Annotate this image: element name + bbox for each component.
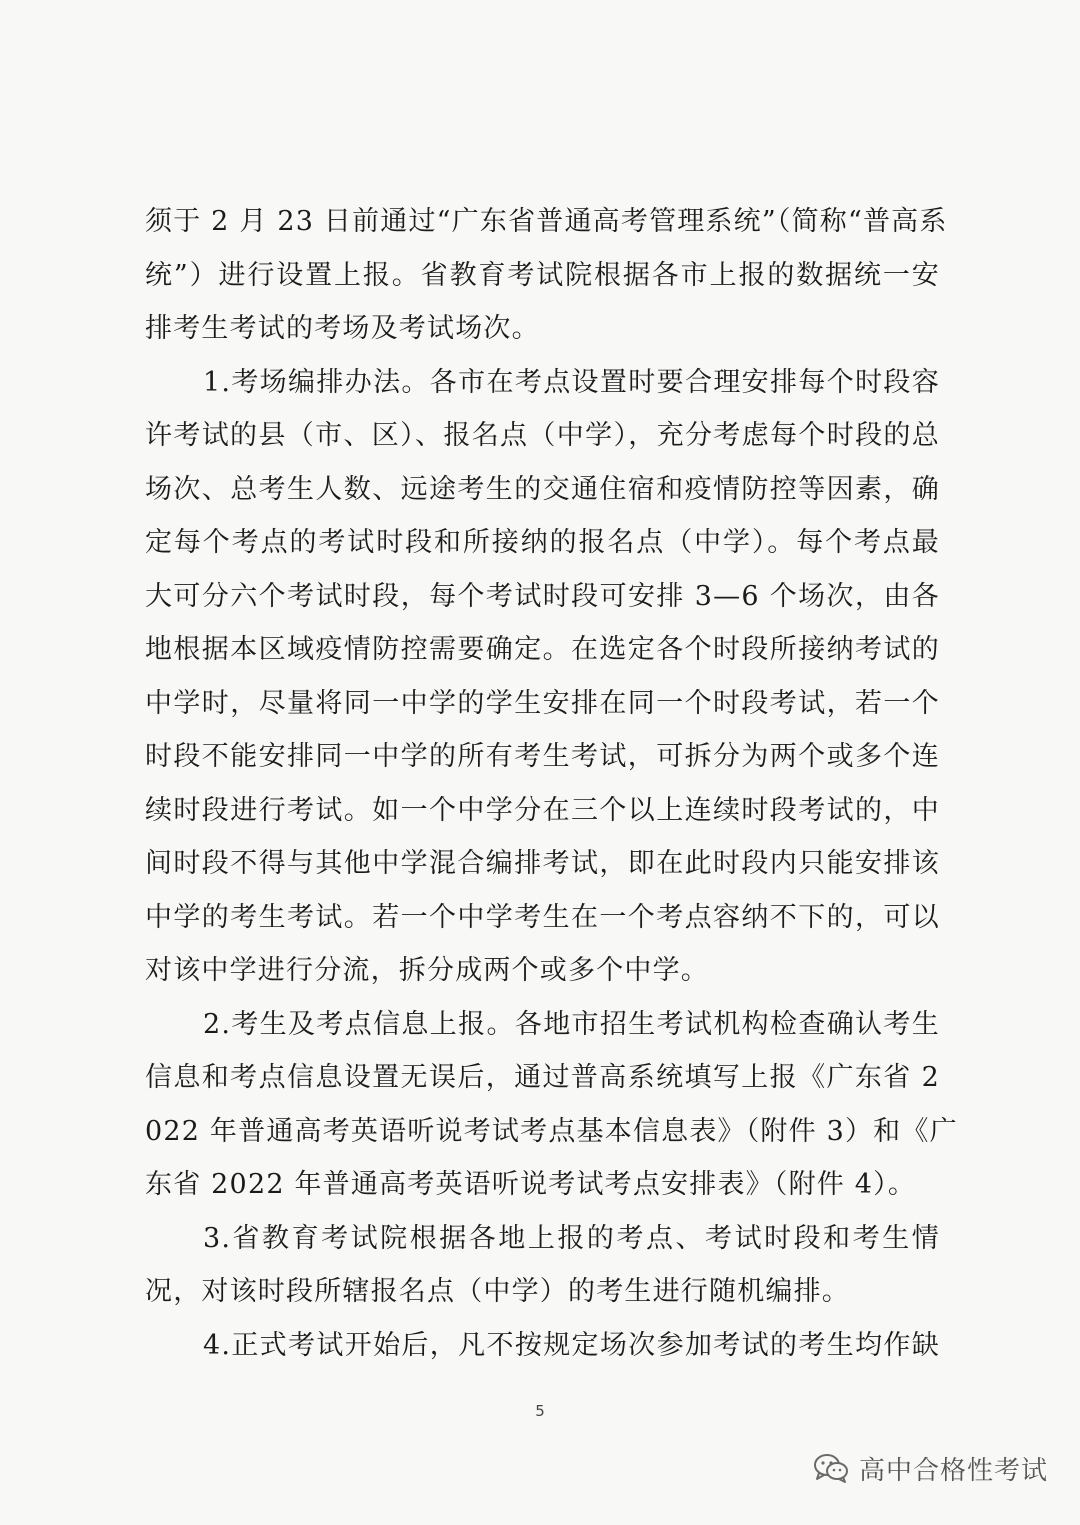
text-line: 大可分六个考试时段，每个考试时段可安排 3—6 个场次，由各 bbox=[145, 580, 940, 612]
page-number: 5 bbox=[535, 1402, 545, 1420]
text-line: 中学时，尽量将同一中学的学生安排在同一个时段考试，若一个 bbox=[145, 687, 940, 719]
paragraph-item-2 bbox=[145, 998, 958, 1212]
paragraph-item-1 bbox=[145, 356, 940, 998]
text-line: 续时段进行考试。如一个中学分在三个以上连续时段考试的，中 bbox=[145, 794, 940, 826]
paragraph-intro bbox=[145, 195, 948, 356]
text-line: 场次、总考生人数、远途考生的交通住宿和疫情防控等因素，确 bbox=[145, 473, 940, 505]
paragraph-item-3 bbox=[145, 1212, 940, 1319]
text-line: 中学的考生考试。若一个中学考生在一个考点容纳不下的，可以 bbox=[145, 901, 940, 933]
watermark-text: 高中合格性考试 bbox=[858, 1455, 1048, 1486]
text-line: 须于 2 月 23 日前通过“广东省普通高考管理系统”（简称“普高系 bbox=[145, 206, 948, 237]
text-line: 定每个考点的考试时段和所接纳的报名点（中学）。每个考点最 bbox=[145, 527, 940, 558]
text-line: 2.考生及考点信息上报。各地市招生考试机构检查确认考生 bbox=[203, 1008, 940, 1040]
text-line: 022 年普通高考英语听说考试考点基本信息表》（附件 3）和《广 bbox=[145, 1115, 958, 1147]
text-line: 统”）进行设置上报。省教育考试院根据各市上报的数据统一安 bbox=[145, 259, 940, 291]
text-line: 许考试的县（市、区）、报名点（中学），充分考虑每个时段的总 bbox=[145, 420, 940, 451]
wechat-icon bbox=[813, 1452, 849, 1484]
document-body bbox=[145, 195, 958, 1372]
account-watermark bbox=[813, 1446, 1048, 1490]
text-line: 东省 2022 年普通高考英语听说考试考点安排表》（附件 4）。 bbox=[145, 1169, 917, 1200]
text-line: 时段不能安排同一中学的所有考生考试，可拆分为两个或多个连 bbox=[145, 741, 940, 772]
text-line: 对该中学进行分流，拆分成两个或多个中学。 bbox=[145, 955, 709, 986]
text-line: 间时段不得与其他中学混合编排考试，即在此时段内只能安排该 bbox=[145, 848, 940, 879]
paragraph-item-4 bbox=[145, 1319, 940, 1373]
text-line: 3.省教育考试院根据各地上报的考点、考试时段和考生情 bbox=[203, 1222, 940, 1254]
text-line: 4.正式考试开始后，凡不按规定场次参加考试的考生均作缺 bbox=[203, 1329, 940, 1361]
text-line: 排考生考试的考场及考试场次。 bbox=[145, 313, 540, 344]
text-line: 况，对该时段所辖报名点（中学）的考生进行随机编排。 bbox=[145, 1276, 850, 1307]
text-line: 地根据本区域疫情防控需要确定。在选定各个时段所接纳考试的 bbox=[145, 634, 940, 665]
text-line: 1.考场编排办法。各市在考点设置时要合理安排每个时段容 bbox=[203, 366, 940, 398]
text-line: 信息和考点信息设置无误后，通过普高系统填写上报《广东省 2 bbox=[145, 1062, 940, 1093]
